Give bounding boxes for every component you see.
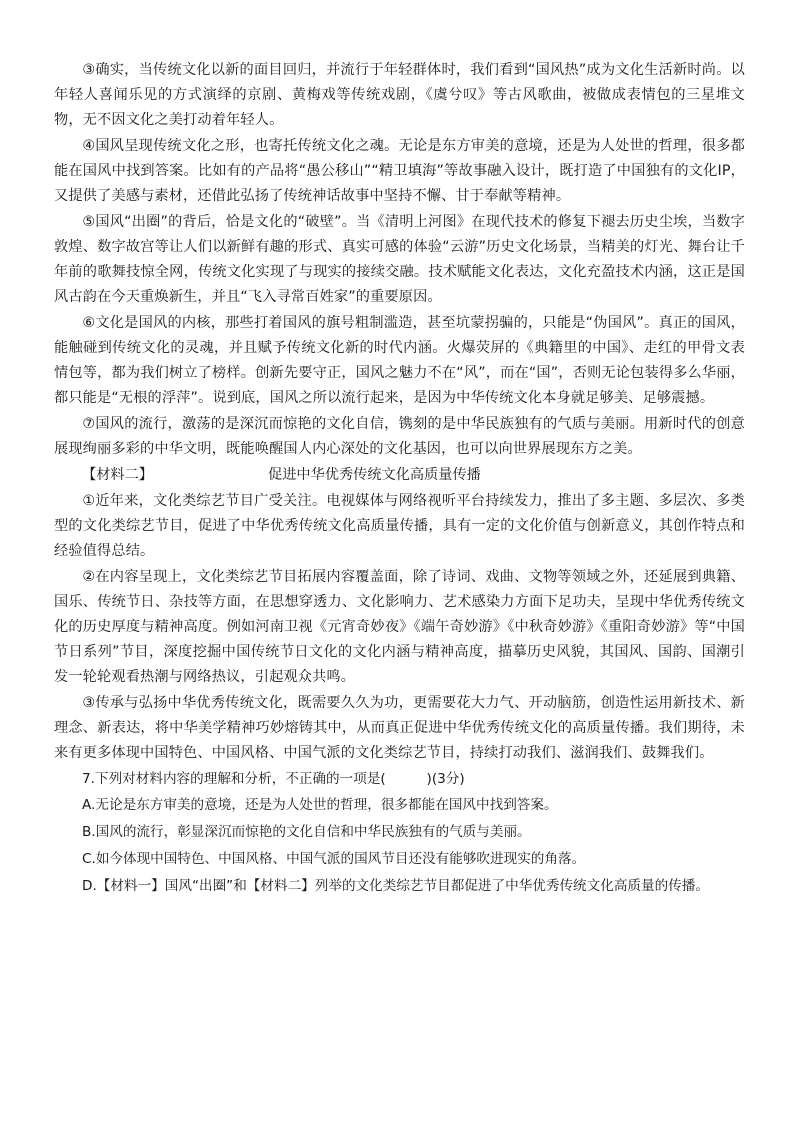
option-d[interactable]: D.【材料一】国风“出圈”和【材料二】列举的文化类综艺节目都促进了中华优秀传统文化高质量的传播。: [82, 878, 709, 894]
material2-title: 促进中华优秀传统文化高质量传播: [268, 467, 481, 483]
material1-paragraph-5: ⑤国风“出圈”的背后，恰是文化的“破壁”。当《清明上河图》在现代技术的修复下褪去历史尘埃，当数字敦煌、数字故宫等让人们以新鲜有趣的形式、真实可感的体验“云游”历史文化场景，当精美的灯光、舞台让千年前的歌舞技惊全网，传统文化实现了与现实的接续交融。技术赋能文化表达，文化充盈技术内涵，这正是国风古韵在今天重焕新生，并且“飞入寻常百姓家”的重要原因。: [54, 214, 745, 305]
material1-paragraph-7: ⑦国风的流行，激荡的是深沉而惊艳的文化自信，镌刻的是中华民族独有的气质与美丽。用新时代的创意展现绚丽多彩的中华文明，既能唤醒国人内心深处的文化基因，也可以向世界展现东方之美。: [54, 416, 745, 457]
material1-paragraph-6: ⑥文化是国风的内核，那些打着国风的旗号粗制滥造，甚至坑蒙拐骗的，只能是“伪国风”。真正的国风，能触碰到传统文化的灵魂，并且赋予传统文化新的时代内涵。火爆荧屏的《典籍里的中国》、走红的甲骨文表情包等，都为我们树立了榜样。创新先要守正，国风之魅力不在“风”，而在“国”，否则无论包装得多么华丽，都只能是“无根的浮萍”。说到底，国风之所以流行起来，是因为中华传统文化本身就足够美、足够震撼。: [54, 315, 745, 406]
material2-paragraph-3: ③传承与弘扬中华优秀传统文化，既需要久久为功，更需要花大力气、开动脑筋，创造性运用新技术、新理念、新表达，将中华美学精神巧妙熔铸其中，从而真正促进中华优秀传统文化的高质量传播。我们期待，未来有更多体现中国特色、中国风格、中国气派的文化类综艺节目，持续打动我们、滋润我们、鼓舞我们。: [54, 695, 745, 761]
option-c[interactable]: C.如今体现中国特色、中国风格、中国气派的国风节目还没有能够吹进现实的角落。: [82, 851, 586, 867]
material1-paragraph-3: ③确实，当传统文化以新的面目回归，并流行于年轻群体时，我们看到“国风热”成为文化生活新时尚。以年轻人喜闻乐见的方式演绎的京剧、黄梅戏等传统戏剧，《虞兮叹》等古风歌曲，被做成表情包的三星堆文物，无不因文化之美打动着年轻人。: [54, 62, 745, 128]
question-7-stem: 7.下列对材料内容的理解和分析，不正确的一项是( )(3分): [82, 771, 465, 787]
material1-paragraph-4: ④国风呈现传统文化之形，也寄托传统文化之魂。无论是东方审美的意境，还是为人处世的哲理，很多都能在国风中找到答案。比如有的产品将“愚公移山”“精卫填海”等故事融入设计，既打造了中国独有的文化IP，又提供了美感与素材，还借此弘扬了传统神话故事中坚持不懈、甘于奉献等精神。: [54, 138, 745, 204]
material2-paragraph-1: ①近年来，文化类综艺节目广受关注。电视媒体与网络视听平台持续发力，推出了多主题、多层次、多类型的文化类综艺节目，促进了中华优秀传统文化高质量传播，具有一定的文化价值与创新意义，其创作特点和经验值得总结。: [54, 493, 745, 559]
option-b[interactable]: B.国风的流行，彰显深沉而惊艳的文化自信和中华民族独有的气质与美丽。: [82, 824, 531, 840]
option-a[interactable]: A.无论是东方审美的意境，还是为人处世的哲理，很多都能在国风中找到答案。: [82, 797, 558, 813]
material2-paragraph-2: ②在内容呈现上，文化类综艺节目拓展内容覆盖面，除了诗词、戏曲、文物等领域之外，还延展到典籍、国乐、传统节日、杂技等方面，在思想穿透力、文化影响力、艺术感染力方面下足功夫，呈现中华优秀传统文化的历史厚度与精神高度。例如河南卫视《元宵奇妙夜》《端午奇妙游》《中秋奇妙游》《重阳奇妙游》等“中国节日系列”节目，深度挖掘中国传统节日文化的文化内涵与精神高度，描摹历史风貌，其国风、国韵、国潮引发一轮轮观看热潮与网络热议，引起观众共鸣。: [54, 569, 745, 685]
material2-tag: 【材料二】: [82, 467, 153, 483]
material2-heading: [54, 463, 745, 488]
